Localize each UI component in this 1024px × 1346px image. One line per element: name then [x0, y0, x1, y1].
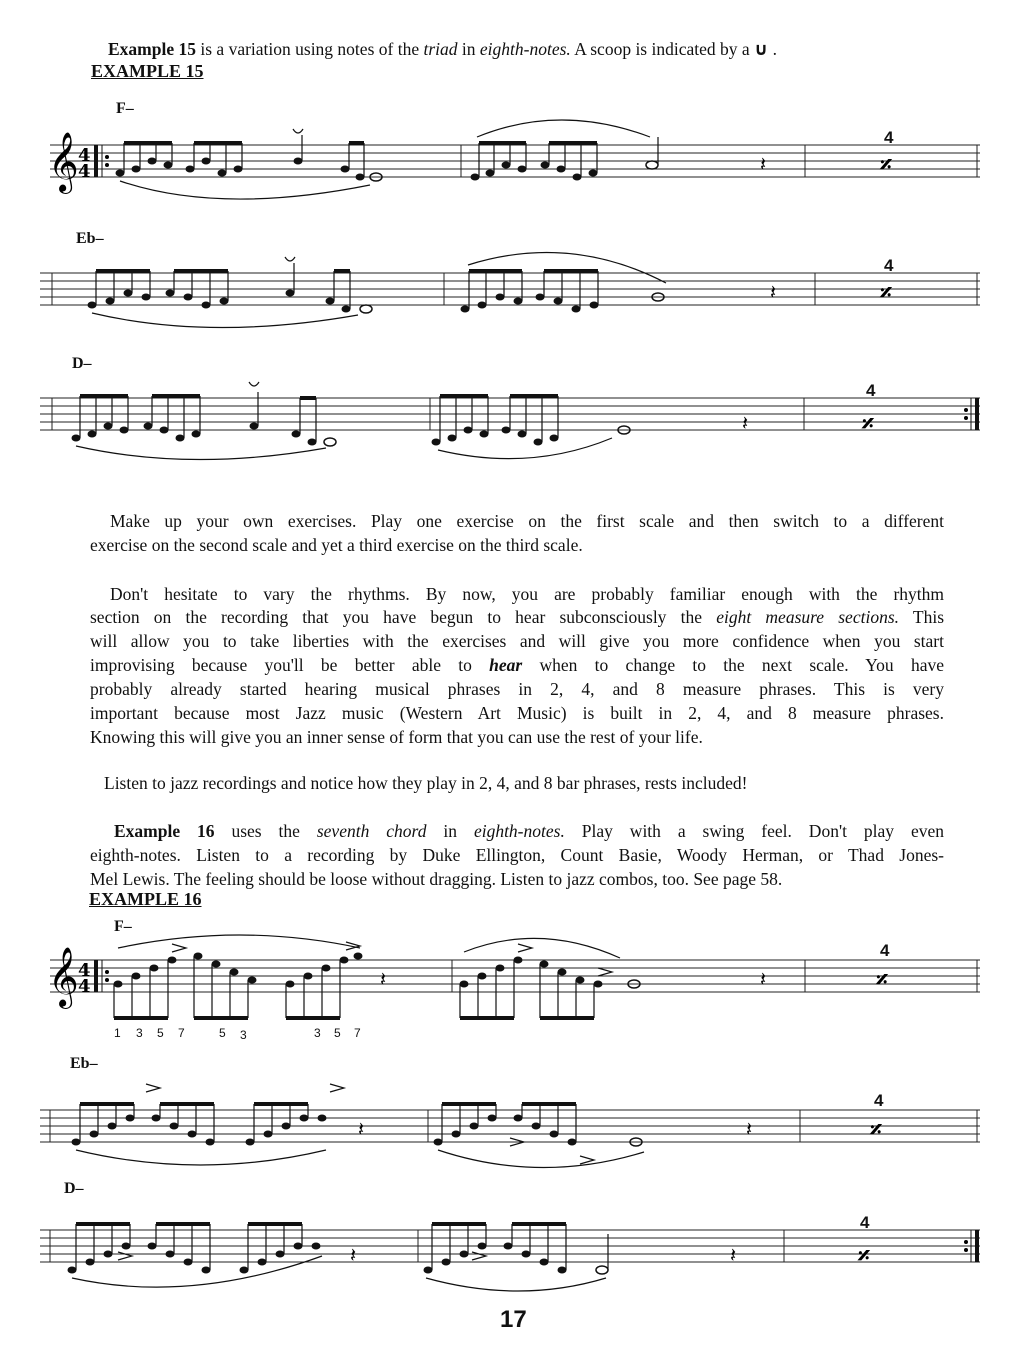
paragraph-4-line-2: eighth-notes. Listen to a recording by Duke Ellington, Count Basie, Woody Herman, or Thad Jones- [90, 845, 944, 865]
fingering-5: 5 [219, 1026, 226, 1040]
ex16-staff-1 [40, 930, 980, 1040]
ex16-chord-1: F– [114, 918, 132, 935]
paragraph-2-line-5: probably already started hearing musical phrases in 2, 4, and 8 measure phrases. This is very [90, 679, 944, 699]
ex15-repeat-count-2: 4 [884, 256, 894, 275]
treble-clef-icon: 𝄞 [48, 947, 79, 1007]
ex15-staff-2 [40, 243, 980, 343]
ex15-staff-1 [40, 115, 980, 215]
ex15-chord-2: Eb– [76, 230, 104, 247]
ex16-chord-3: D– [64, 1180, 84, 1197]
paragraph-1-line-1: Make up your own exercises. Play one exercise on the first scale and then switch to a different [110, 511, 944, 531]
ex15-repeat-count-3: 4 [866, 381, 876, 400]
paragraph-3: Listen to jazz recordings and notice how they play in 2, 4, and 8 bar phrases, rests included! [104, 773, 748, 793]
fingering-9: 7 [354, 1026, 361, 1040]
example-15-label: Example 15 [108, 39, 196, 59]
example-16-heading: EXAMPLE 16 [89, 889, 202, 909]
paragraph-2-line-2: section on the recording that you have begun to hear subconsciously the eight measure sections. This [90, 607, 945, 627]
example-16-label: Example 16 [114, 821, 215, 841]
ex15-staff-3 [40, 368, 980, 468]
paragraph-2-line-4: improvising because you'll be better able to hear when to change to the next scale. You have [90, 655, 944, 675]
fingering-4: 7 [178, 1026, 185, 1040]
ex15-chord-3: D– [72, 355, 92, 372]
fingering-7: 3 [314, 1026, 321, 1040]
svg-text:𝄎: 𝄎 [862, 410, 874, 438]
svg-text:4: 4 [78, 161, 91, 182]
svg-text:𝄽: 𝄽 [730, 1243, 737, 1267]
example-15-heading: EXAMPLE 15 [91, 61, 204, 81]
fingering-2: 3 [136, 1026, 143, 1040]
fingering-1: 1 [114, 1026, 121, 1040]
paragraph-4-line-1: Example 16 uses the seventh chord in eighth-notes. Play with a swing feel. Don't play even [114, 821, 944, 841]
fingering-3: 5 [157, 1026, 164, 1040]
paragraph-2-line-1: Don't hesitate to vary the rhythms. By now, you are probably familiar enough with the rhythm [110, 584, 944, 604]
paragraph-2-line-7: Knowing this will give you an inner sense of form that you can use the rest of your life. [90, 727, 703, 747]
svg-text:𝄽: 𝄽 [760, 152, 767, 176]
svg-text:𝄎: 𝄎 [870, 1116, 882, 1144]
svg-text:4: 4 [78, 960, 91, 981]
fingering-8: 5 [334, 1026, 341, 1040]
svg-text:4: 4 [78, 976, 91, 997]
svg-text:𝄽: 𝄽 [760, 967, 767, 991]
svg-text:𝄽: 𝄽 [380, 967, 387, 991]
ex16-chord-2: Eb– [70, 1055, 98, 1072]
svg-text:𝄽: 𝄽 [358, 1117, 365, 1141]
scoop-symbol: ∪ [754, 40, 769, 60]
svg-text:𝄽: 𝄽 [770, 280, 777, 304]
svg-text:𝄎: 𝄎 [880, 151, 892, 179]
treble-clef-icon: 𝄞 [48, 132, 79, 192]
ex16-staff-2 [40, 1080, 980, 1190]
svg-text:𝄎: 𝄎 [858, 1242, 870, 1270]
ex16-repeat-count-1: 4 [880, 941, 890, 960]
ex15-chord-1: F– [116, 100, 134, 117]
svg-text:𝄎: 𝄎 [880, 279, 892, 307]
svg-text:𝄽: 𝄽 [350, 1243, 357, 1267]
paragraph-2-line-6: important because most Jazz music (Western Art Music) is built in 2, 4, and 8 measure phrases. [90, 703, 944, 723]
ex16-staff-3 [40, 1200, 980, 1310]
ex16-repeat-count-3: 4 [860, 1213, 870, 1232]
svg-text:𝄽: 𝄽 [742, 411, 749, 435]
ex15-repeat-count-1: 4 [884, 128, 894, 147]
svg-text:𝄎: 𝄎 [876, 966, 888, 994]
page-number: 17 [500, 1306, 527, 1333]
svg-text:4: 4 [78, 145, 91, 166]
fingering-6: 3 [240, 1028, 247, 1042]
paragraph-1-line-2: exercise on the second scale and yet a third exercise on the third scale. [90, 535, 583, 555]
paragraph-2-line-3: will allow you to take liberties with the exercises and will give you more confidence when you start [90, 631, 944, 651]
ex16-repeat-count-2: 4 [874, 1091, 884, 1110]
example-15-intro: Example 15 is a variation using notes of the triad in eighth-notes. A scoop is indicated by a ∪ . [108, 39, 777, 60]
svg-text:𝄽: 𝄽 [746, 1117, 753, 1141]
paragraph-4-line-3: Mel Lewis. The feeling should be loose without dragging. Listen to jazz combos, too. See page 58. [90, 869, 783, 889]
